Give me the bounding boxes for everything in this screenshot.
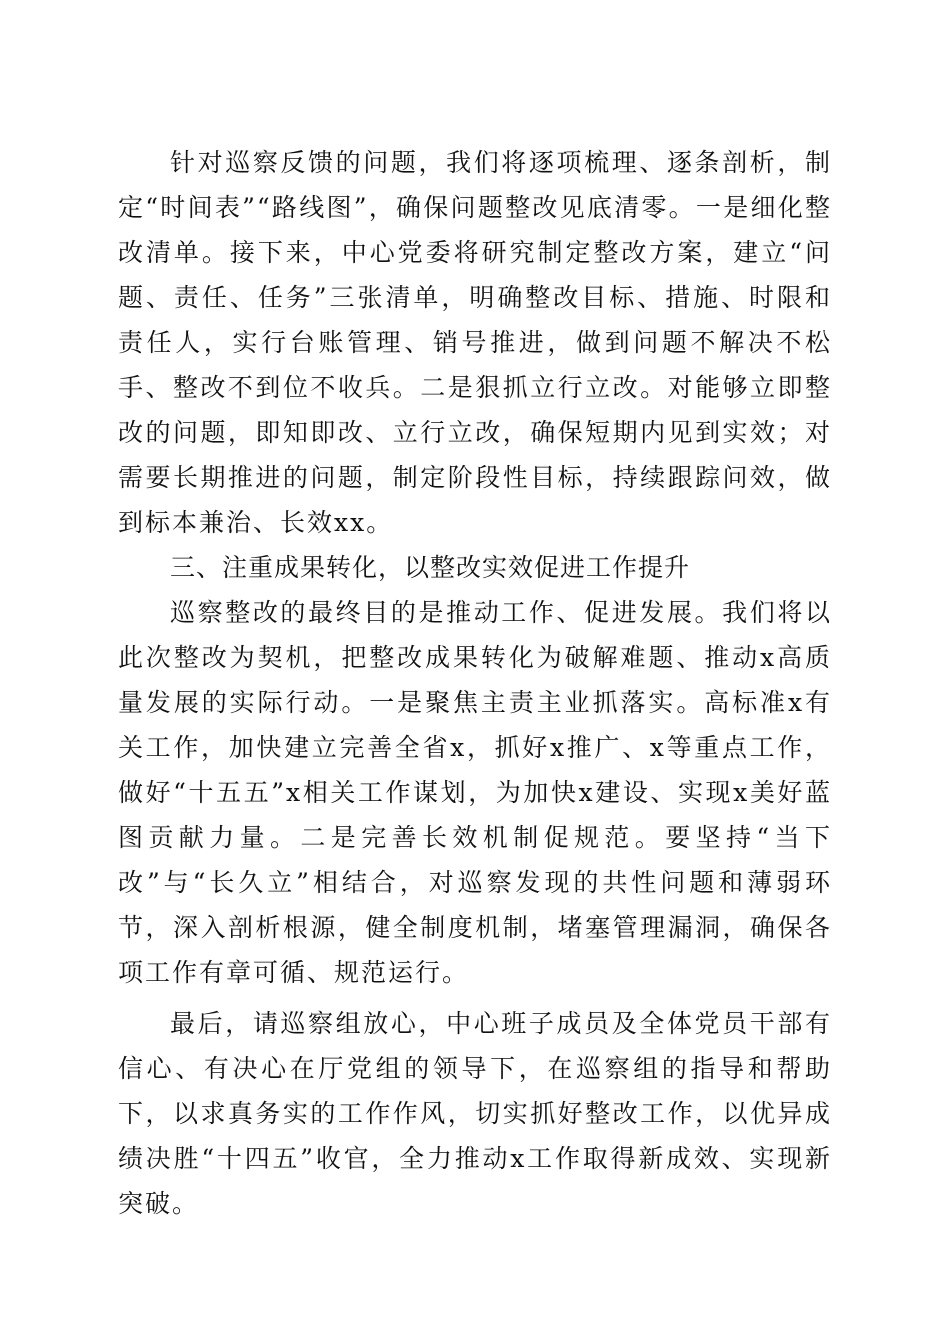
paragraph-closing: 最后，请巡察组放心，中心班子成员及全体党员干部有信心、有决心在厅党组的领导下，在巡察组的指导和帮助下，以求真务实的工作作风，切实抓好整改工作，以优异成绩决胜“十四五”收官，全力推动x工作取得新成效、实现新突破。 [118,1009,832,1218]
paragraph-rectification-plan: 针对巡察反馈的问题，我们将逐项梳理、逐条剖析，制定“时间表”“路线图”，确保问题整改见底清零。一是细化整改清单。接下来，中心党委将研究制定整改方案，建立“问题、责任、任务”三张清单，明确整改目标、措施、时限和责任人，实行台账管理、销号推进，做到问题不解决不松手、整改不到位不收兵。二是狠抓立行立改。对能够立即整改的问题，即知即改、立行立改，确保短期内见到实效；对需要长期推进的问题，制定阶段性目标，持续跟踪问效，做到标本兼治、长效xx。 [118,148,832,537]
section-heading-three: 三、注重成果转化，以整改实效促进工作提升 [170,553,691,582]
paragraph-results-conversion: 巡察整改的最终目的是推动工作、促进发展。我们将以此次整改为契机，把整改成果转化为破解难题、推动x高质量发展的实际行动。一是聚焦主责主业抓落实。高标准x有关工作，加快建立完善全省x，抓好x推广、x等重点工作，做好“十五五”x相关工作谋划，为加快x建设、实现x美好蓝图贡献力量。二是完善长效机制促规范。要坚持“当下改”与“长久立”相结合，对巡察发现的共性问题和薄弱环节，深入剖析根源，健全制度机制，堵塞管理漏洞，确保各项工作有章可循、规范运行。 [118,598,832,987]
document-body [118,140,832,1226]
